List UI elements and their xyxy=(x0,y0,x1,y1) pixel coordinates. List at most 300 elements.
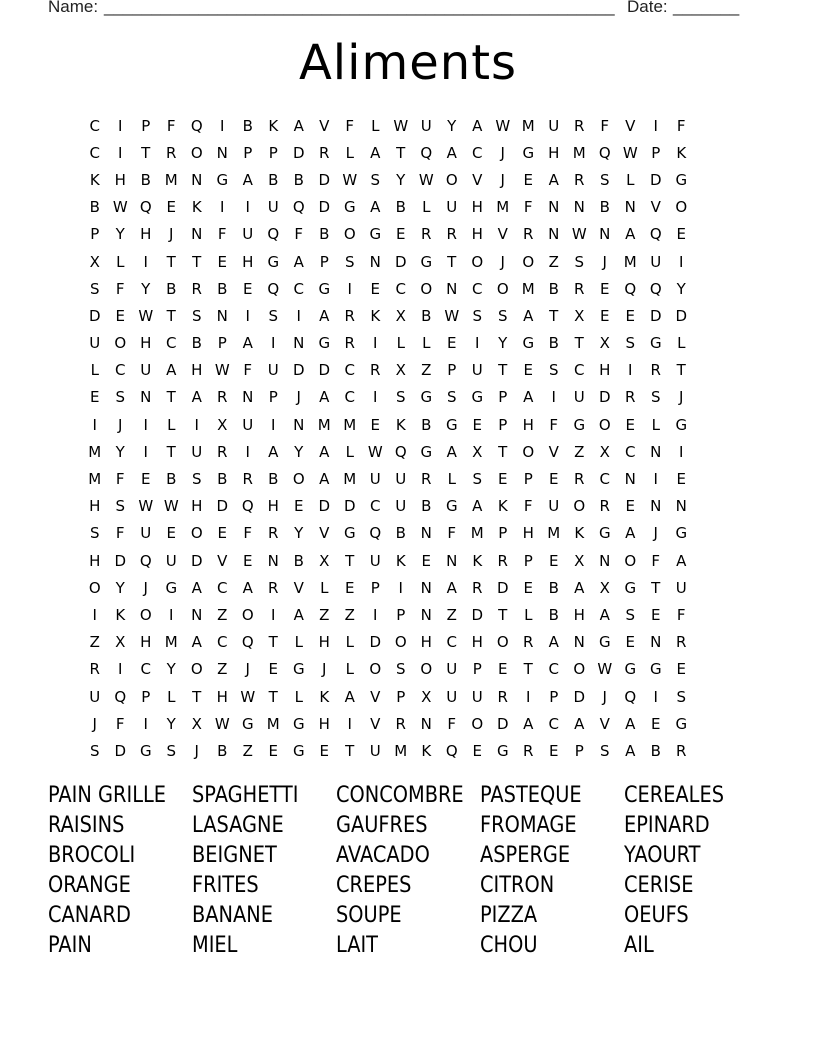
grid-letter: M xyxy=(164,170,178,189)
grid-letter: U xyxy=(89,687,101,706)
grid-letter: I xyxy=(271,334,276,353)
grid-letter: E xyxy=(345,578,355,597)
grid-letter: Y xyxy=(115,225,125,244)
grid-row xyxy=(82,656,742,683)
grid-row xyxy=(82,411,742,438)
grid-letter: G xyxy=(318,279,331,298)
grid-letter: I xyxy=(92,605,97,624)
grid-letter: O xyxy=(190,524,203,543)
grid-letter: L xyxy=(524,605,533,624)
grid-row xyxy=(82,574,742,601)
grid-letter: L xyxy=(294,633,303,652)
grid-letter: X xyxy=(395,306,406,325)
grid-letter: A xyxy=(319,388,330,407)
grid-letter: Q xyxy=(292,198,305,217)
word-item: ASPERGE xyxy=(480,842,571,868)
grid-letter: U xyxy=(369,741,381,760)
grid-letter: B xyxy=(421,497,432,516)
grid-letter: R xyxy=(574,470,585,489)
grid-letter: T xyxy=(498,442,508,461)
grid-letter: Y xyxy=(115,442,125,461)
grid-letter: B xyxy=(319,225,330,244)
grid-letter: R xyxy=(574,170,585,189)
grid-letter: X xyxy=(574,551,585,570)
grid-letter: X xyxy=(599,334,610,353)
grid-letter: K xyxy=(395,551,406,570)
word-item: CEREALES xyxy=(624,782,724,808)
grid-letter: E xyxy=(651,605,661,624)
grid-letter: D xyxy=(343,497,356,516)
grid-letter: C xyxy=(217,633,228,652)
grid-letter: N xyxy=(369,252,381,271)
grid-letter: G xyxy=(649,660,662,679)
grid-letter: X xyxy=(217,415,228,434)
grid-letter: E xyxy=(498,470,508,489)
grid-letter: H xyxy=(216,687,228,706)
grid-letter: H xyxy=(471,225,483,244)
grid-letter: C xyxy=(395,279,406,298)
grid-letter: E xyxy=(447,334,457,353)
grid-letter: I xyxy=(92,415,97,434)
grid-letter: E xyxy=(523,170,533,189)
grid-letter: W xyxy=(163,497,179,516)
grid-letter: E xyxy=(370,415,380,434)
word-item: SOUPE xyxy=(336,902,402,928)
grid-letter: S xyxy=(191,470,202,489)
grid-letter: H xyxy=(471,198,483,217)
date-label: Date: xyxy=(627,0,668,16)
grid-letter: I xyxy=(653,116,658,135)
grid-letter: A xyxy=(472,116,483,135)
grid-letter: T xyxy=(498,361,508,380)
grid-letter: R xyxy=(676,741,687,760)
grid-letter: J xyxy=(118,415,123,434)
grid-letter: S xyxy=(166,741,177,760)
grid-letter: P xyxy=(370,578,380,597)
page-title: Aliments xyxy=(298,35,518,91)
grid-letter: C xyxy=(472,143,483,162)
grid-letter: M xyxy=(88,442,102,461)
grid-letter: Z xyxy=(217,660,228,679)
grid-letter: V xyxy=(599,714,610,733)
grid-letter: T xyxy=(192,687,202,706)
grid-letter: A xyxy=(242,578,253,597)
grid-letter: D xyxy=(114,551,127,570)
grid-letter: S xyxy=(497,306,508,325)
grid-letter: U xyxy=(446,687,458,706)
grid-letter: D xyxy=(318,497,331,516)
grid-letter: A xyxy=(625,524,636,543)
word-item: PAIN xyxy=(48,932,92,958)
grid-letter: R xyxy=(625,388,636,407)
grid-letter: A xyxy=(676,551,687,570)
word-search-grid xyxy=(82,112,742,765)
grid-letter: M xyxy=(521,116,535,135)
word-item: FROMAGE xyxy=(480,812,577,838)
grid-letter: U xyxy=(267,198,279,217)
grid-letter: J xyxy=(92,714,97,733)
grid-letter: M xyxy=(496,198,510,217)
grid-letter: Z xyxy=(446,605,457,624)
grid-letter: S xyxy=(395,388,406,407)
grid-letter: F xyxy=(676,605,686,624)
grid-letter: E xyxy=(268,741,278,760)
grid-letter: K xyxy=(395,415,406,434)
grid-letter: H xyxy=(548,143,560,162)
grid-row xyxy=(82,194,742,221)
grid-letter: O xyxy=(675,198,688,217)
grid-row xyxy=(82,302,742,329)
word-item: BEIGNET xyxy=(192,842,277,868)
grid-letter: E xyxy=(472,415,482,434)
grid-letter: R xyxy=(599,497,610,516)
grid-letter: S xyxy=(115,497,126,516)
grid-letter: J xyxy=(500,170,505,189)
grid-letter: I xyxy=(118,116,123,135)
grid-letter: H xyxy=(318,714,330,733)
grid-letter: O xyxy=(139,605,152,624)
grid-letter: P xyxy=(447,361,457,380)
grid-letter: M xyxy=(164,633,178,652)
grid-letter: P xyxy=(498,388,508,407)
word-item: BROCOLI xyxy=(48,842,136,868)
grid-letter: B xyxy=(548,605,559,624)
grid-letter: G xyxy=(343,198,356,217)
grid-letter: U xyxy=(446,198,458,217)
grid-letter: V xyxy=(370,714,381,733)
grid-letter: W xyxy=(571,225,587,244)
grid-letter: O xyxy=(496,633,509,652)
grid-letter: E xyxy=(421,551,431,570)
grid-letter: A xyxy=(191,633,202,652)
grid-letter: M xyxy=(317,415,331,434)
grid-letter: S xyxy=(89,741,100,760)
grid-letter: I xyxy=(169,605,174,624)
word-item: GAUFRES xyxy=(336,812,428,838)
grid-letter: D xyxy=(114,741,127,760)
word-item: EPINARD xyxy=(624,812,710,838)
grid-letter: E xyxy=(600,306,610,325)
grid-letter: N xyxy=(599,551,611,570)
grid-letter: T xyxy=(498,605,508,624)
grid-letter: F xyxy=(651,551,661,570)
word-item: PAIN GRILLE xyxy=(48,782,167,808)
grid-letter: R xyxy=(523,741,534,760)
grid-letter: E xyxy=(523,578,533,597)
grid-letter: V xyxy=(293,578,304,597)
grid-letter: H xyxy=(89,497,101,516)
grid-letter: O xyxy=(471,252,484,271)
word-item: OEUFS xyxy=(624,902,689,928)
grid-letter: Q xyxy=(598,143,611,162)
grid-letter: W xyxy=(622,143,638,162)
grid-letter: C xyxy=(344,388,355,407)
grid-letter: S xyxy=(676,687,687,706)
grid-letter: Z xyxy=(421,361,432,380)
grid-letter: I xyxy=(526,687,531,706)
grid-letter: G xyxy=(139,741,152,760)
grid-letter: S xyxy=(472,306,483,325)
grid-letter: A xyxy=(166,361,177,380)
grid-letter: S xyxy=(650,388,661,407)
grid-letter: O xyxy=(420,279,433,298)
grid-letter: U xyxy=(650,252,662,271)
grid-letter: E xyxy=(498,660,508,679)
grid-letter: L xyxy=(447,470,456,489)
grid-letter: N xyxy=(420,605,432,624)
grid-letter: E xyxy=(243,279,253,298)
grid-letter: G xyxy=(522,143,535,162)
grid-letter: E xyxy=(217,524,227,543)
grid-letter: I xyxy=(143,252,148,271)
grid-letter: Y xyxy=(166,714,176,733)
grid-letter: R xyxy=(191,279,202,298)
grid-letter: Y xyxy=(141,279,151,298)
word-item: LASAGNE xyxy=(192,812,284,838)
grid-letter: R xyxy=(370,361,381,380)
grid-letter: Q xyxy=(241,497,254,516)
grid-letter: M xyxy=(623,252,637,271)
grid-letter: I xyxy=(679,442,684,461)
grid-letter: B xyxy=(217,470,228,489)
grid-letter: A xyxy=(599,605,610,624)
grid-letter: Y xyxy=(447,116,457,135)
grid-letter: Q xyxy=(649,279,662,298)
word-item: CREPES xyxy=(336,872,412,898)
grid-letter: L xyxy=(116,252,125,271)
grid-row xyxy=(82,248,742,275)
word-item: PASTEQUE xyxy=(480,782,582,808)
grid-letter: P xyxy=(268,388,278,407)
word-item: PIZZA xyxy=(480,902,538,928)
grid-letter: F xyxy=(549,415,559,434)
grid-letter: I xyxy=(194,415,199,434)
grid-letter: X xyxy=(191,714,202,733)
grid-letter: Y xyxy=(498,334,508,353)
grid-letter: V xyxy=(217,551,228,570)
grid-letter: H xyxy=(471,633,483,652)
grid-letter: N xyxy=(242,388,254,407)
grid-letter: X xyxy=(115,633,126,652)
grid-letter: U xyxy=(471,687,483,706)
grid-letter: R xyxy=(421,470,432,489)
grid-letter: D xyxy=(598,388,611,407)
grid-letter: X xyxy=(599,578,610,597)
grid-letter: R xyxy=(217,388,228,407)
grid-letter: I xyxy=(373,334,378,353)
grid-row xyxy=(82,166,742,193)
grid-letter: V xyxy=(319,524,330,543)
grid-letter: D xyxy=(216,497,229,516)
grid-letter: S xyxy=(446,388,457,407)
grid-letter: R xyxy=(472,578,483,597)
grid-letter: Q xyxy=(241,633,254,652)
grid-letter: R xyxy=(676,633,687,652)
grid-letter: U xyxy=(369,551,381,570)
grid-letter: L xyxy=(167,415,176,434)
grid-letter: G xyxy=(624,578,637,597)
header xyxy=(48,0,748,21)
grid-letter: K xyxy=(319,687,330,706)
grid-letter: A xyxy=(242,334,253,353)
grid-letter: G xyxy=(675,714,688,733)
grid-letter: T xyxy=(345,741,355,760)
grid-letter: N xyxy=(675,497,687,516)
grid-letter: T xyxy=(166,252,176,271)
grid-letter: E xyxy=(294,497,304,516)
grid-letter: D xyxy=(675,306,688,325)
grid-letter: L xyxy=(626,170,635,189)
grid-letter: D xyxy=(471,605,484,624)
grid-letter: F xyxy=(676,116,686,135)
grid-letter: A xyxy=(293,605,304,624)
grid-letter: G xyxy=(471,388,484,407)
word-list-row xyxy=(48,900,768,930)
grid-letter: O xyxy=(598,415,611,434)
grid-letter: T xyxy=(166,388,176,407)
grid-letter: B xyxy=(421,306,432,325)
word-item: BANANE xyxy=(192,902,273,928)
grid-letter: I xyxy=(628,361,633,380)
grid-letter: I xyxy=(347,279,352,298)
grid-row xyxy=(82,221,742,248)
grid-letter: E xyxy=(625,415,635,434)
grid-letter: D xyxy=(573,687,586,706)
grid-letter: K xyxy=(497,497,508,516)
grid-letter: I xyxy=(551,388,556,407)
grid-letter: I xyxy=(679,252,684,271)
grid-letter: C xyxy=(548,660,559,679)
grid-letter: N xyxy=(446,279,458,298)
grid-letter: D xyxy=(496,578,509,597)
grid-letter: V xyxy=(497,225,508,244)
grid-letter: K xyxy=(421,741,432,760)
grid-letter: M xyxy=(88,470,102,489)
grid-letter: E xyxy=(523,361,533,380)
grid-letter: U xyxy=(675,578,687,597)
grid-letter: W xyxy=(444,306,460,325)
grid-letter: Z xyxy=(574,442,585,461)
grid-letter: U xyxy=(191,442,203,461)
grid-letter: E xyxy=(217,252,227,271)
grid-letter: K xyxy=(268,116,279,135)
grid-letter: I xyxy=(118,660,123,679)
grid-letter: L xyxy=(422,334,431,353)
grid-letter: T xyxy=(192,252,202,271)
grid-letter: C xyxy=(89,143,100,162)
grid-letter: R xyxy=(344,334,355,353)
grid-letter: C xyxy=(548,714,559,733)
grid-letter: O xyxy=(190,660,203,679)
grid-letter: M xyxy=(521,279,535,298)
grid-letter: C xyxy=(140,660,151,679)
grid-letter: I xyxy=(475,334,480,353)
grid-letter: T xyxy=(651,578,661,597)
grid-letter: P xyxy=(141,687,151,706)
grid-letter: P xyxy=(268,143,278,162)
grid-letter: Z xyxy=(319,605,330,624)
grid-row xyxy=(82,737,742,764)
grid-letter: K xyxy=(89,170,100,189)
grid-letter: Y xyxy=(115,578,125,597)
word-item: CONCOMBRE xyxy=(336,782,464,808)
grid-letter: F xyxy=(447,714,457,733)
grid-letter: A xyxy=(242,170,253,189)
grid-letter: D xyxy=(649,170,662,189)
grid-letter: G xyxy=(445,497,458,516)
grid-letter: N xyxy=(293,334,305,353)
grid-letter: H xyxy=(599,361,611,380)
grid-letter: U xyxy=(548,497,560,516)
grid-letter: H xyxy=(140,334,152,353)
grid-letter: F xyxy=(243,524,253,543)
name-label: Name: xyxy=(48,0,99,16)
grid-letter: V xyxy=(650,198,661,217)
grid-letter: W xyxy=(240,687,256,706)
grid-letter: S xyxy=(395,660,406,679)
grid-letter: J xyxy=(500,252,505,271)
grid-letter: A xyxy=(319,442,330,461)
grid-letter: A xyxy=(191,578,202,597)
grid-letter: H xyxy=(242,252,254,271)
grid-letter: K xyxy=(191,198,202,217)
word-list-row xyxy=(48,780,768,810)
grid-letter: U xyxy=(242,225,254,244)
grid-letter: Z xyxy=(344,605,355,624)
grid-letter: P xyxy=(90,225,100,244)
grid-letter: H xyxy=(522,415,534,434)
grid-letter: P xyxy=(243,143,253,162)
grid-row xyxy=(82,493,742,520)
grid-letter: O xyxy=(445,170,458,189)
grid-letter: H xyxy=(140,633,152,652)
grid-letter: S xyxy=(191,306,202,325)
grid-letter: P xyxy=(217,334,227,353)
grid-letter: T xyxy=(268,687,278,706)
grid-letter: E xyxy=(90,388,100,407)
grid-letter: U xyxy=(573,388,585,407)
grid-letter: P xyxy=(498,415,508,434)
grid-letter: R xyxy=(395,714,406,733)
grid-letter: R xyxy=(268,524,279,543)
grid-letter: E xyxy=(676,470,686,489)
grid-letter: D xyxy=(318,170,331,189)
grid-letter: D xyxy=(394,252,407,271)
grid-letter: X xyxy=(395,361,406,380)
word-list xyxy=(48,780,768,960)
grid-letter: X xyxy=(421,687,432,706)
grid-letter: G xyxy=(420,252,433,271)
grid-letter: I xyxy=(245,198,250,217)
grid-row xyxy=(82,683,742,710)
grid-letter: Z xyxy=(548,252,559,271)
grid-letter: R xyxy=(574,116,585,135)
grid-letter: L xyxy=(396,334,405,353)
grid-letter: Q xyxy=(394,442,407,461)
grid-letter: I xyxy=(220,116,225,135)
grid-letter: D xyxy=(369,633,382,652)
grid-letter: B xyxy=(548,334,559,353)
grid-letter: T xyxy=(396,143,406,162)
grid-letter: B xyxy=(268,470,279,489)
grid-letter: H xyxy=(522,524,534,543)
grid-letter: P xyxy=(651,143,661,162)
grid-letter: J xyxy=(194,741,199,760)
grid-letter: G xyxy=(675,524,688,543)
grid-letter: P xyxy=(523,470,533,489)
grid-letter: N xyxy=(293,415,305,434)
grid-letter: A xyxy=(446,578,457,597)
